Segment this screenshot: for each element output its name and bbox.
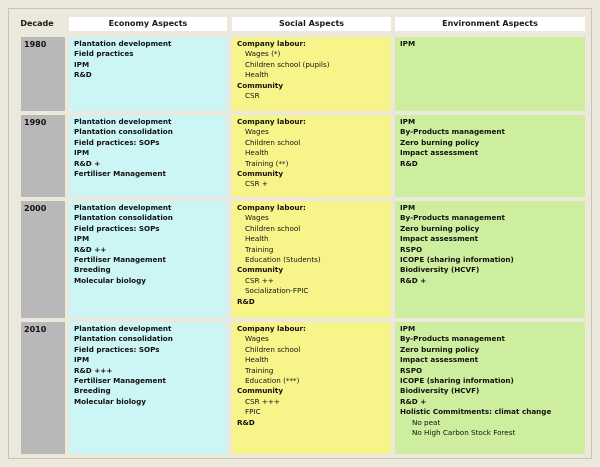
- environment-item: Zero burning policy: [400, 344, 480, 354]
- economy-item: Breeding: [74, 386, 111, 396]
- environment-item: By-Products management: [400, 334, 505, 344]
- environment-cell: [395, 37, 585, 111]
- header-decade: Decade: [20, 19, 54, 28]
- environment-item: IPM: [400, 117, 416, 126]
- social-item: Socialization-FPIC: [245, 286, 309, 296]
- economy-cell: [69, 37, 227, 111]
- decade-cell: [21, 37, 65, 111]
- environment-cell: [395, 201, 585, 318]
- economy-item: IPM: [74, 59, 90, 69]
- economy-item: R&D ++: [74, 244, 107, 254]
- social-item: Health: [245, 148, 269, 158]
- environment-item: R&D +: [400, 396, 427, 406]
- social-item: R&D: [237, 296, 255, 306]
- economy-item: Plantation consolidation: [74, 127, 173, 137]
- social-item: Children school (pupils): [245, 59, 330, 69]
- environment-cell: [395, 115, 585, 197]
- environment-cell: [395, 322, 585, 454]
- social-item: Community: [237, 265, 284, 275]
- economy-cell: [69, 115, 227, 197]
- economy-item: Fertiliser Management: [74, 376, 166, 386]
- environment-item: Biodiversity (HCVF): [400, 386, 480, 396]
- economy-item: Fertiliser Management: [74, 255, 166, 265]
- economy-item: Plantation development: [74, 117, 172, 126]
- economy-item: Molecular biology: [74, 275, 146, 285]
- decade-cell: [21, 201, 65, 318]
- economy-item: Plantation development: [74, 203, 172, 212]
- social-item: Wages (*): [245, 49, 281, 59]
- economy-item: Field practices: SOPs: [74, 223, 160, 233]
- economy-item: IPM: [74, 234, 90, 244]
- social-item: Children school: [245, 344, 301, 354]
- environment-item: IPM: [400, 203, 416, 212]
- social-item: Training: [245, 365, 274, 375]
- social-cell: [232, 322, 391, 454]
- economy-item: IPM: [74, 355, 90, 365]
- social-item: Wages: [245, 213, 269, 223]
- social-item: Wages: [245, 127, 269, 137]
- economy-item: Field practices: SOPs: [74, 344, 160, 354]
- header-environment: Environment Aspects: [395, 17, 585, 31]
- economy-item: Field practices: SOPs: [74, 137, 160, 147]
- environment-item: By-Products management: [400, 127, 505, 137]
- economy-item: Fertiliser Management: [74, 169, 166, 179]
- social-item: Community: [237, 169, 284, 179]
- decade-cell: [21, 322, 65, 454]
- social-cell: [232, 201, 391, 318]
- header-social: Social Aspects: [232, 17, 391, 31]
- social-item: CSR: [245, 91, 260, 101]
- social-item: Health: [245, 355, 269, 365]
- environment-item: Zero burning policy: [400, 223, 480, 233]
- social-item: Company labour:: [237, 324, 306, 333]
- environment-item: RSPO: [400, 365, 423, 375]
- social-item: Community: [237, 386, 284, 396]
- social-item: Health: [245, 234, 269, 244]
- economy-item: Plantation consolidation: [74, 334, 173, 344]
- environment-item: R&D: [400, 158, 418, 168]
- economy-item: R&D: [74, 70, 92, 80]
- environment-item: By-Products management: [400, 213, 505, 223]
- social-item: Company labour:: [237, 203, 306, 212]
- environment-item: No High Carbon Stock Forest: [412, 428, 516, 438]
- social-item: CSR +: [245, 179, 268, 189]
- environment-item: No peat: [412, 417, 441, 427]
- environment-item: RSPO: [400, 244, 423, 254]
- decade-label: 1980: [24, 40, 47, 49]
- environment-item: Impact assessment: [400, 355, 479, 365]
- social-item: Wages: [245, 334, 269, 344]
- social-item: Training (**): [245, 158, 289, 168]
- environment-item: ICOPE (sharing information): [400, 255, 514, 265]
- social-item: CSR ++: [245, 275, 274, 285]
- social-item: Training: [245, 244, 274, 254]
- social-cell: [232, 37, 391, 111]
- economy-item: Field practices: [74, 49, 134, 59]
- social-item: Health: [245, 70, 269, 80]
- social-item: Children school: [245, 223, 301, 233]
- economy-item: Plantation development: [74, 39, 172, 48]
- environment-item: Biodiversity (HCVF): [400, 265, 480, 275]
- aspects-table: [8, 8, 592, 459]
- decade-label: 2010: [24, 325, 47, 334]
- social-item: Community: [237, 80, 284, 90]
- economy-cell: [69, 322, 227, 454]
- social-item: CSR +++: [245, 396, 280, 406]
- environment-item: Impact assessment: [400, 234, 479, 244]
- economy-item: Breeding: [74, 265, 111, 275]
- environment-item: Impact assessment: [400, 148, 479, 158]
- economy-item: Molecular biology: [74, 396, 146, 406]
- decade-label: 1990: [24, 118, 47, 127]
- social-cell: [232, 115, 391, 197]
- header-economy: Economy Aspects: [69, 17, 227, 31]
- social-item: FPIC: [245, 407, 261, 417]
- social-item: R&D: [237, 417, 255, 427]
- economy-item: R&D +: [74, 158, 101, 168]
- economy-item: IPM: [74, 148, 90, 158]
- environment-item: R&D +: [400, 275, 427, 285]
- economy-item: Plantation consolidation: [74, 213, 173, 223]
- social-item: Children school: [245, 137, 301, 147]
- environment-item: Zero burning policy: [400, 137, 480, 147]
- economy-item: R&D +++: [74, 365, 113, 375]
- social-item: Education (Students): [245, 255, 321, 265]
- social-item: Company labour:: [237, 39, 306, 48]
- social-item: Company labour:: [237, 117, 306, 126]
- economy-cell: [69, 201, 227, 318]
- decade-cell: [21, 115, 65, 197]
- economy-item: Plantation development: [74, 324, 172, 333]
- environment-item: IPM: [400, 39, 416, 48]
- environment-item: ICOPE (sharing information): [400, 376, 514, 386]
- environment-item: Holistic Commitments: climat change: [400, 407, 552, 417]
- decade-label: 2000: [24, 204, 47, 213]
- social-item: Education (***): [245, 376, 300, 386]
- environment-item: IPM: [400, 324, 416, 333]
